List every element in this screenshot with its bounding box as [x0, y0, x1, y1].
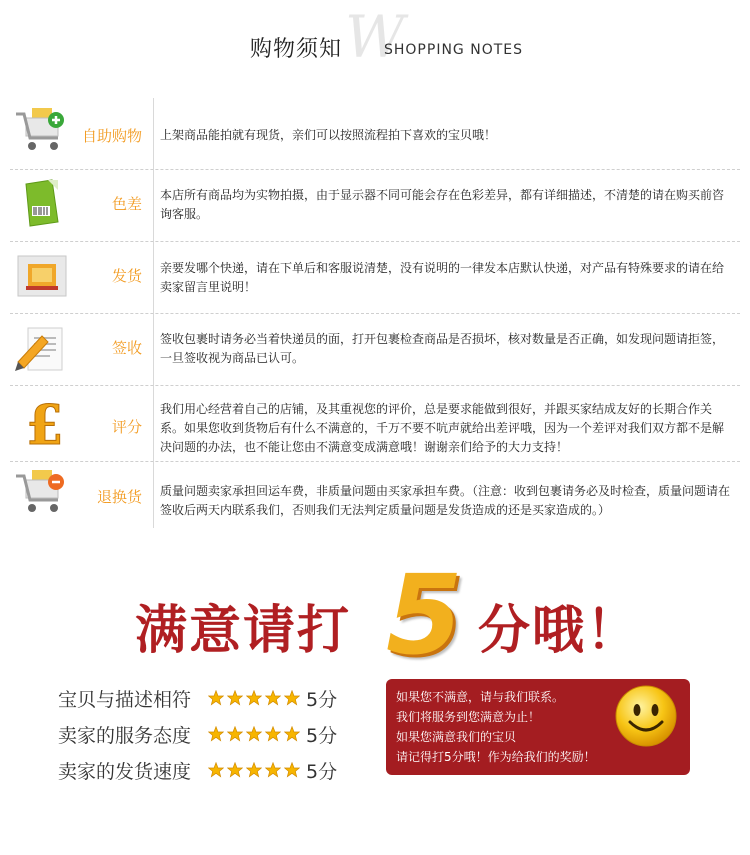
star-icon [265, 762, 281, 778]
contact-lines [396, 687, 596, 767]
star-icon [227, 690, 243, 706]
note-row-return-exchange [0, 462, 750, 528]
star-icon [246, 690, 262, 706]
note-row-rating [0, 386, 750, 462]
shopping-notes-header [0, 0, 750, 80]
decorative-w-letter: W [345, 3, 405, 71]
star-icon [227, 762, 243, 778]
note-text: 上架商品能拍就有现货，亲们可以按照流程拍下喜欢的宝贝哦！ [160, 128, 497, 142]
contact-line: 如果您满意我们的宝贝 [396, 730, 517, 744]
cart-add-icon [12, 104, 72, 156]
ratings-list [58, 680, 358, 788]
star-icon [208, 726, 224, 742]
rating-score: 5分 [306, 760, 338, 783]
note-row-self-shopping [0, 98, 750, 170]
note-text: 质量问题卖家承担回运车费，非质量问题由买家承担车费。（注意：收到包裹请务必及时检查，质量问题请在签收后两天内联系我们，否则我们无法判定质量问题是发货造成的还是买家造成的。） [160, 484, 731, 517]
note-text: 本店所有商品均为实物拍摄，由于显示器不同可能会存在色彩差异，都有详细描述，不清楚的请在购买前咨询客服。 [160, 188, 725, 221]
note-label: 自助购物 [81, 127, 142, 145]
rating-row [58, 716, 358, 752]
rating-row [58, 680, 358, 716]
star-icon [265, 690, 281, 706]
slogan-number: 5 [386, 551, 463, 679]
contact-line: 如果您不满意，请与我们联系。 [396, 690, 565, 704]
note-label: 退换货 [96, 488, 142, 506]
star-icon [208, 690, 224, 706]
star-icon [284, 690, 300, 706]
delivery-truck-icon [12, 250, 72, 302]
rating-label: 卖家的服务态度 [58, 724, 192, 747]
note-text: 我们用心经营着自己的店铺，及其重视您的评价，总是要求能做到很好，并跟买家结成友好的长期合作关系。如果您收到货物后有什么不满意的，千万不要不吭声就给出差评哦，因为一个差评对我们双方都不是解决问题的办法，也不能让您由不满意变成满意哦！谢谢亲们给予的大力支持！ [160, 402, 725, 454]
rating-score: 5分 [306, 724, 338, 747]
rating-label: 宝贝与描述相符 [58, 688, 192, 711]
star-icon [246, 726, 262, 742]
document-pencil-icon [12, 322, 72, 374]
star-icon [246, 762, 262, 778]
star-icon [284, 762, 300, 778]
note-row-sign-for [0, 314, 750, 386]
svg-text:£: £ [26, 394, 64, 450]
note-label: 评分 [111, 418, 142, 436]
header-title-en: SHOPPING NOTES [384, 42, 523, 58]
rating-slogan [0, 551, 750, 679]
contact-line: 我们将服务到您满意为止！ [396, 710, 541, 724]
note-text: 签收包裹时请务必当着快递员的面，打开包裹检查商品是否损坏，核对数量是否正确，如发现问题请拒签，一旦签收视为商品已认可。 [160, 332, 725, 365]
star-icon [208, 762, 224, 778]
star-rating [208, 690, 300, 706]
slogan-after: 分哦！ [478, 601, 641, 661]
rating-score: 5分 [306, 688, 338, 711]
star-icon [227, 726, 243, 742]
header-title-cn: 购物须知 [250, 37, 343, 62]
slogan-before: 满意请打 [135, 601, 352, 661]
pound-sign-icon [12, 394, 72, 450]
star-icon [265, 726, 281, 742]
star-rating [208, 762, 300, 778]
color-tag-icon [12, 178, 72, 230]
rating-label: 卖家的发货速度 [58, 760, 192, 783]
note-label: 色差 [111, 195, 142, 213]
note-row-color-difference [0, 170, 750, 242]
star-icon [284, 726, 300, 742]
note-label: 签收 [111, 339, 142, 357]
star-rating [208, 726, 300, 742]
note-row-delivery [0, 242, 750, 314]
note-text: 亲要发哪个快递，请在下单后和客服说清楚，没有说明的一律发本店默认快递，对产品有特殊要求的请在给卖家留言里说明！ [160, 261, 725, 294]
contact-line: 请记得打5分哦！作为给我们的奖励！ [396, 750, 596, 764]
rating-row [58, 752, 358, 788]
note-label: 发货 [111, 267, 142, 285]
smiley-icon [614, 684, 678, 748]
cart-remove-icon [12, 466, 72, 518]
